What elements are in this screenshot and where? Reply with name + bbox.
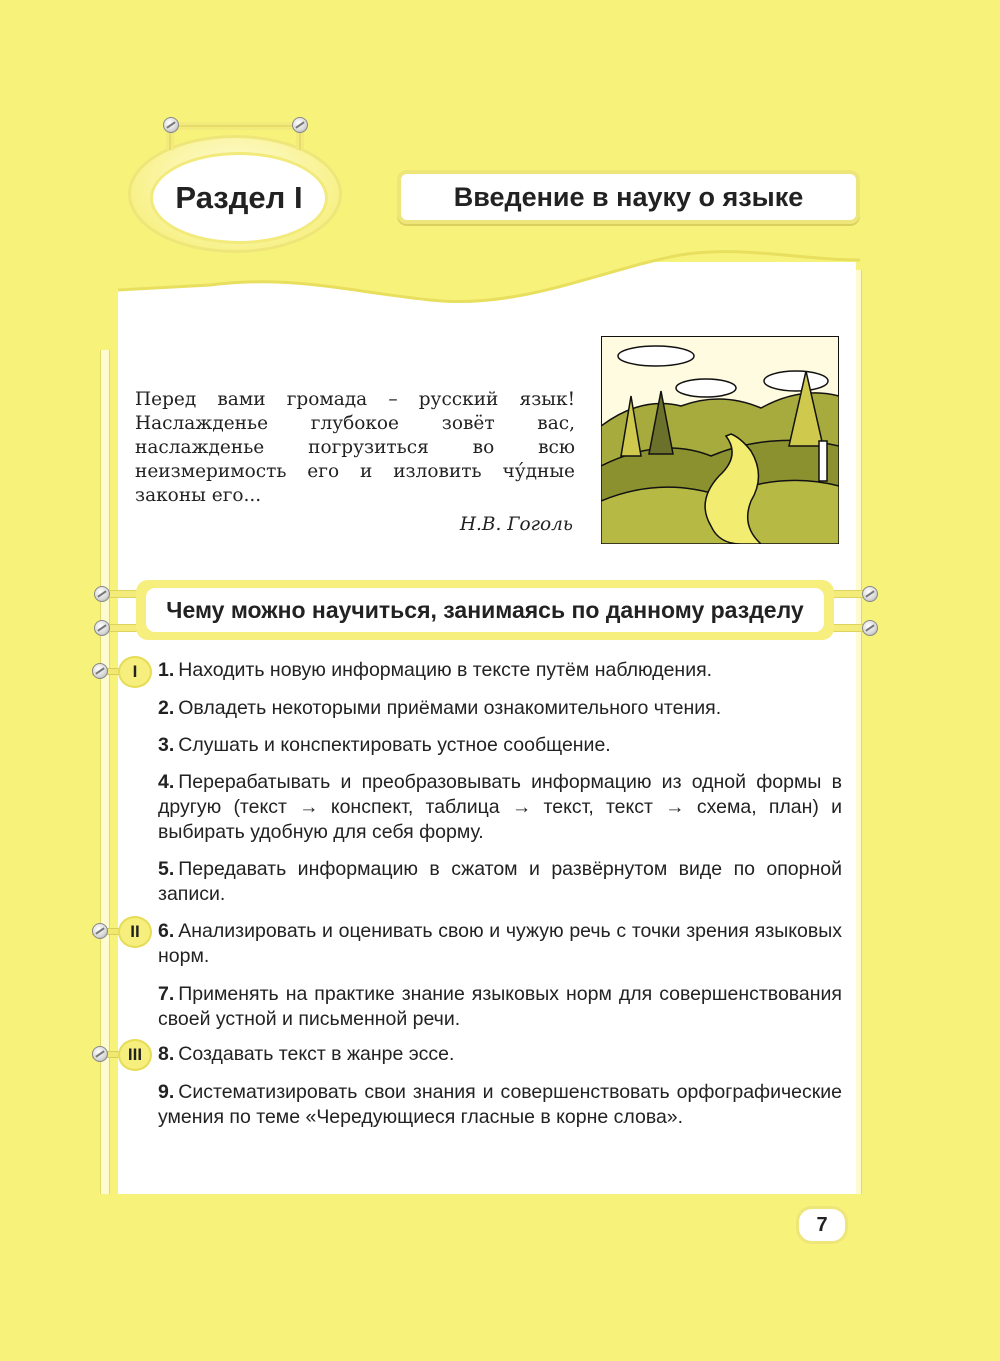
section-badge-label-box	[150, 152, 328, 244]
page-number: 7	[816, 1213, 828, 1236]
section-label: Раздел I	[175, 180, 303, 215]
goal-text: Передавать информацию в сжатом и развёрнутом виде по опорной записи.	[158, 858, 842, 905]
goal-number: 1.	[158, 659, 175, 681]
goal-item	[158, 696, 842, 721]
goal-text: Анализировать и оценивать свою и чужую речь с точки зрения языковых норм.	[158, 920, 842, 967]
screw-icon	[92, 1046, 108, 1062]
epigraph-author: Н.В. Гоголь	[459, 514, 573, 535]
section-title-bar	[397, 170, 860, 224]
goal-text: Применять на практике знание языковых норм для совершенствования своей устной и письменной речи.	[158, 983, 842, 1030]
subheading: Чему можно научиться, занимаясь по данному разделу	[166, 596, 804, 623]
goal-text: Систематизировать свои знания и совершенствовать орфографические умения по теме «Чередующиеся гласные в корне слова».	[158, 1081, 842, 1128]
goal-text: Находить новую информацию в тексте путём наблюдения.	[178, 659, 713, 681]
section-title: Введение в науку о языке	[453, 181, 804, 212]
goal-number: 5.	[158, 858, 175, 880]
badge-hanger-decoration	[160, 112, 310, 152]
goal-number: 6.	[158, 920, 175, 942]
epigraph-quote: Перед вами громада – русский язык! Наслажденье глубокое зовёт вас, наслажденье погрузиться во всю неизмеримость его и изловить чу́дные законы его...	[135, 389, 575, 506]
screw-icon	[94, 586, 110, 602]
goal-text: Перерабатывать и преобразовывать информацию из одной формы в другую (текст → конспект, таблица → текст, текст → схема, план) и выбирать удобную для себя форму.	[158, 771, 842, 843]
screw-icon	[94, 620, 110, 636]
goal-item	[158, 857, 842, 907]
landscape-illustration	[601, 336, 839, 544]
screw-icon	[163, 117, 179, 133]
goal-item	[158, 1042, 842, 1067]
screw-icon	[862, 586, 878, 602]
goal-number: 2.	[158, 697, 175, 719]
goal-item	[158, 770, 842, 845]
level-marker-3: III	[118, 1039, 152, 1071]
screw-icon	[92, 923, 108, 939]
goal-text: Создавать текст в жанре эссе.	[178, 1043, 455, 1065]
level-marker-1: I	[118, 656, 152, 688]
screw-icon	[292, 117, 308, 133]
screw-icon	[862, 620, 878, 636]
level-marker-2: II	[118, 916, 152, 948]
goal-item	[158, 982, 842, 1032]
goal-number: 3.	[158, 734, 175, 756]
goal-text: Слушать и конспектировать устное сообщение.	[178, 734, 611, 756]
goal-item	[158, 733, 842, 758]
screw-icon	[92, 663, 108, 679]
goal-item	[158, 658, 842, 683]
goal-item	[158, 1080, 842, 1130]
goal-number: 8.	[158, 1043, 175, 1065]
subheading-box	[146, 588, 824, 632]
goal-number: 9.	[158, 1081, 175, 1103]
goal-number: 7.	[158, 983, 175, 1005]
goal-item	[158, 919, 842, 969]
goal-number: 4.	[158, 771, 175, 793]
goal-text: Овладеть некоторыми приёмами ознакомительного чтения.	[178, 697, 722, 719]
page-number-badge	[796, 1206, 848, 1244]
